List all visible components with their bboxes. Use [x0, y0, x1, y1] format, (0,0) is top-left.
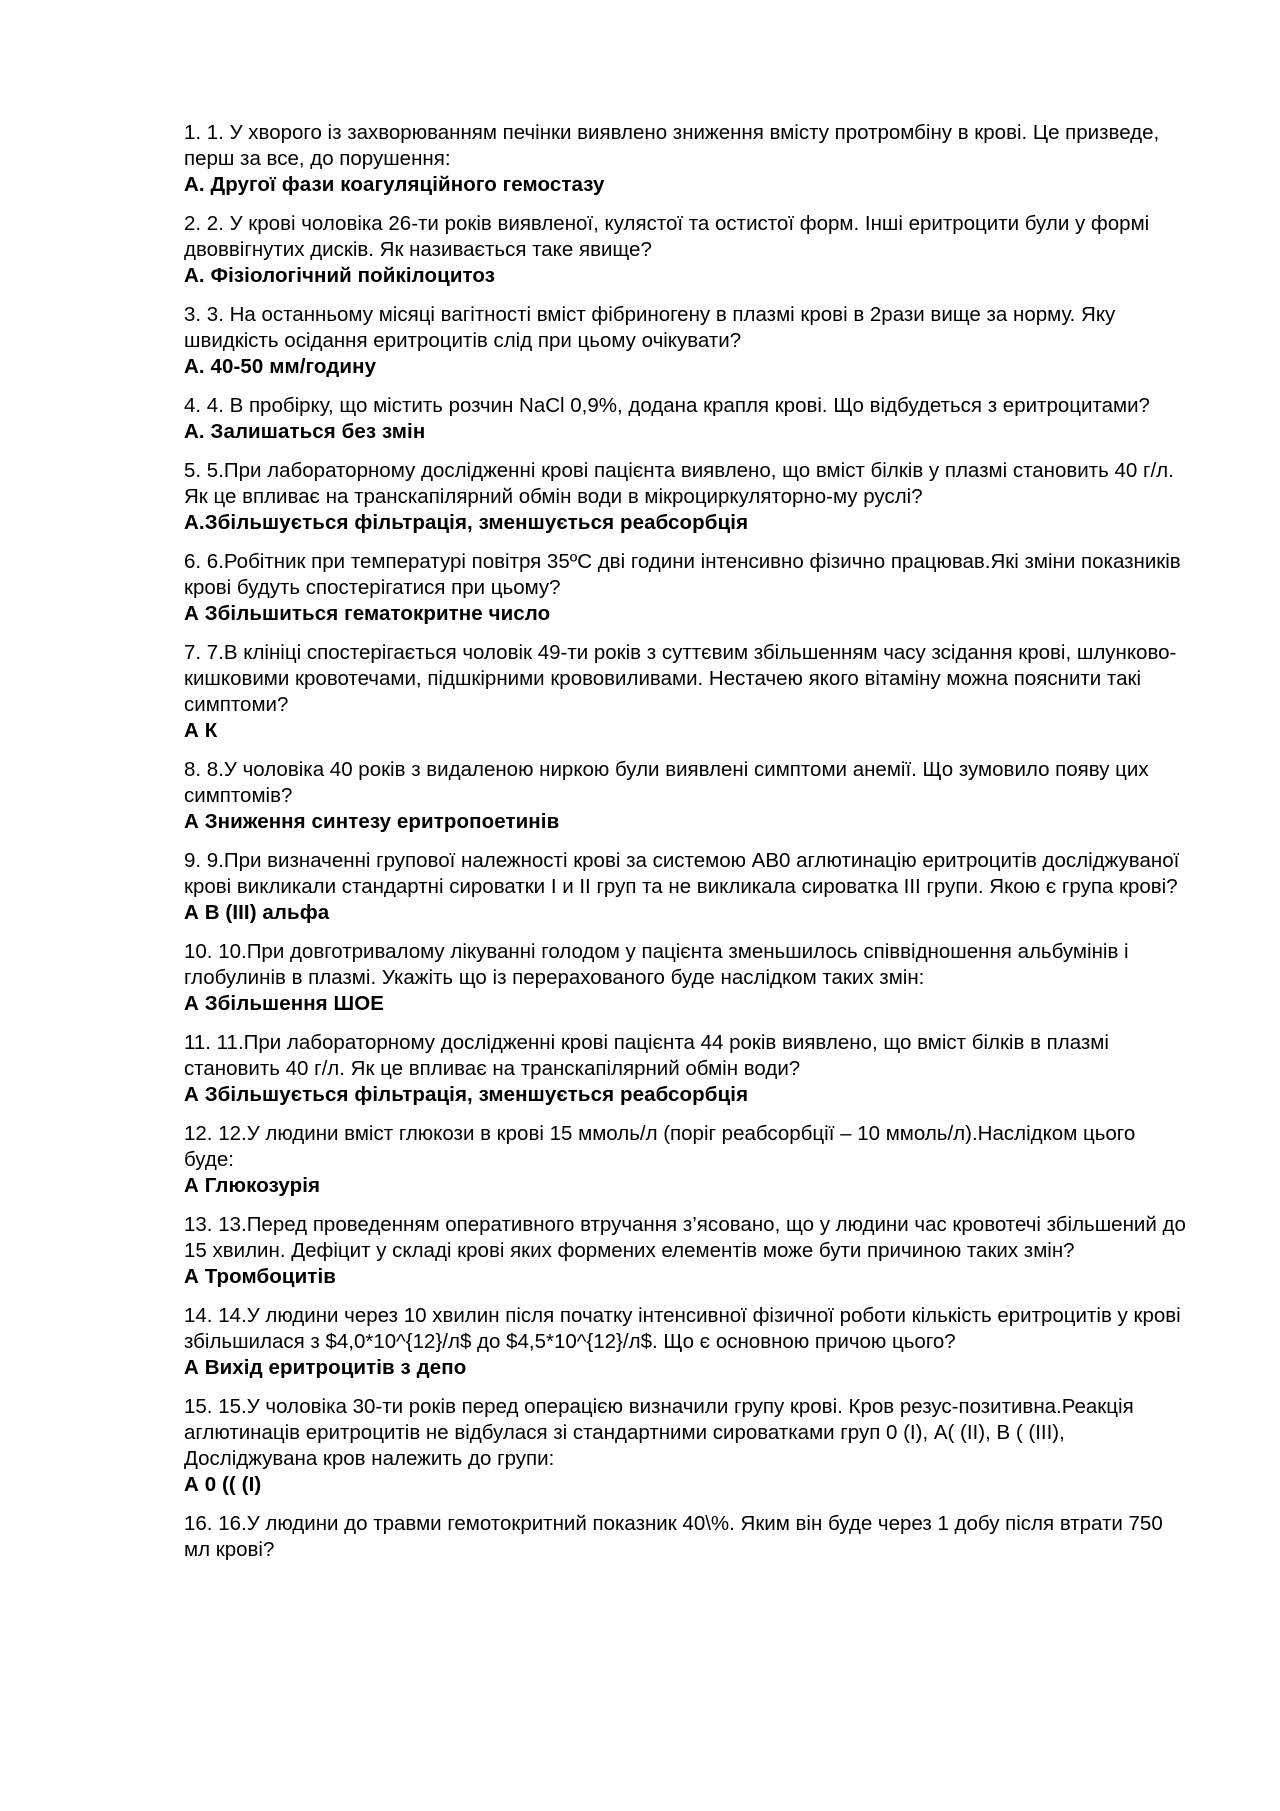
question-item-6 — [184, 549, 1188, 627]
question-item-4 — [184, 393, 1188, 445]
answer-text: А В (ІІІ) альфа — [184, 901, 330, 924]
question-item-14 — [184, 1303, 1188, 1381]
question-item-11 — [184, 1030, 1188, 1108]
question-text: 2. 2. У крові чоловіка 26-ти років виявленої, кулястої та остистої форм. Інші еритроцити були у формі двоввігнутих дисків. Як називається таке явище? — [184, 212, 1150, 261]
answer-text: А Збільшиться гематокритне число — [184, 602, 551, 625]
answer-text: А Тромбоцитів — [184, 1265, 336, 1288]
question-text: 8. 8.У чоловіка 40 років з видаленою ниркою були виявлені симптоми анемії. Що зумовило появу цих симптомів? — [184, 758, 1149, 807]
question-item-8 — [184, 757, 1188, 835]
question-text: 3. 3. На останньому місяці вагітності вміст фібриногену в плазмі крові в 2рази вище за норму. Яку швидкість осідання еритроцитів слід при цьому очікувати? — [184, 303, 1116, 352]
question-text: 1. 1. У хворого із захворюванням печінки виявлено зниження вмісту протромбіну в крові. Це призведе, перш за все, до порушення: — [184, 121, 1160, 170]
answer-text: А. Залишаться без змін — [184, 420, 426, 443]
question-item-7 — [184, 640, 1188, 744]
answer-text: А Збільшення ШОЕ — [184, 992, 385, 1015]
question-text: 11. 11.При лабораторному дослідженні крові пацієнта 44 років виявлено, що вміст білків в плазмі становить 40 г/л. Як це впливає на транскапілярний обмін води? — [184, 1031, 1109, 1080]
question-item-3 — [184, 302, 1188, 380]
question-item-9 — [184, 848, 1188, 926]
question-item-15 — [184, 1394, 1188, 1498]
question-item-13 — [184, 1212, 1188, 1290]
answer-text: А.Збільшується фільтрація, зменшується реабсорбція — [184, 511, 749, 534]
question-text: 13. 13.Перед проведенням оперативного втручання з’ясовано, що у людини час кровотечі збільшений до 15 хвилин. Дефіцит у складі крові яких формених елементів може бути причиною таких змін? — [184, 1213, 1186, 1262]
answer-text: А Зниження синтезу еритропоетинів — [184, 810, 560, 833]
question-text: 16. 16.У людини до травми гемотокритний показник 40\%. Яким він буде через 1 добу після втрати 750 мл крові? — [184, 1512, 1163, 1561]
question-text: 6. 6.Робітник при температурі повітря 35ºС дві години інтенсивно фізично працював.Які зміни показників крові будуть спостерігатися при цьому? — [184, 550, 1181, 599]
question-item-12 — [184, 1121, 1188, 1199]
question-text: 15. 15.У чоловіка 30-ти років перед операцією визначили групу крові. Кров резус-позитивна.Реакція аглютинаців еритроцитів не відбулася зі стандартними сироватками груп 0 (І), А( (ІІ), В ( (ІІІ), Досліджувана кров належить до групи: — [184, 1395, 1134, 1470]
question-text: 10. 10.При довготривалому лікуванні голодом у пацієнта зменьшилось співвідношення альбумінів і глобулинів в плазмі. Укажіть що із перерахованого буде наслідком таких змін: — [184, 940, 1129, 989]
answer-text: А Збільшується фільтрація, зменшується реабсорбція — [184, 1083, 749, 1106]
question-text: 14. 14.У людини через 10 хвилин після початку інтенсивної фізичної роботи кількість еритроцитів у крові збільшилася з $4,0*10^{12}/л$ до $4,5*10^{12}/л$. Що є основною причою цього? — [184, 1304, 1181, 1353]
answer-text: А. Другої фази коагуляційного гемостазу — [184, 173, 605, 196]
question-item-10 — [184, 939, 1188, 1017]
question-text: 12. 12.У людини вміст глюкози в крові 15 ммоль/л (поріг реабсорбції – 10 ммоль/л).Наслідком цього буде: — [184, 1122, 1136, 1171]
question-item-1 — [184, 120, 1188, 198]
question-item-5 — [184, 458, 1188, 536]
question-text: 4. 4. В пробірку, що містить розчин NaCl 0,9%, додана крапля крові. Що відбудеться з еритроцитами? — [184, 394, 1150, 417]
answer-text: А. 40-50 мм/годину — [184, 355, 377, 378]
question-text: 7. 7.В клініці спостерігається чоловік 49-ти років з суттєвим збільшенням часу зсідання крові, шлунково-кишковими кровотечами, підшкірними крововиливами. Нестачею якого вітаміну можна пояснити такі симптоми? — [184, 641, 1177, 716]
question-item-2 — [184, 211, 1188, 289]
answer-text: А 0 (( (І) — [184, 1473, 262, 1496]
answer-text: А Глюкозурія — [184, 1174, 321, 1197]
answer-text: А Вихід еритроцитів з депо — [184, 1356, 467, 1379]
answer-text: А. Фізіологічний пойкілоцитоз — [184, 264, 496, 287]
question-text: 5. 5.При лабораторному дослідженні крові пацієнта виявлено, що вміст білків у плазмі становить 40 г/л. Як це впливає на транскапілярний обмін води в мікроциркуляторно-му руслі? — [184, 459, 1174, 508]
question-text: 9. 9.При визначенні групової належності крові за системою АВ0 аглютинацію еритроцитів досліджуваної крові викликали стандартні сироватки І и ІІ груп та не викликала сироватка ІІІ групи. Якою є група крові? — [184, 849, 1180, 898]
answer-text: А К — [184, 719, 218, 742]
question-item-16 — [184, 1511, 1188, 1563]
